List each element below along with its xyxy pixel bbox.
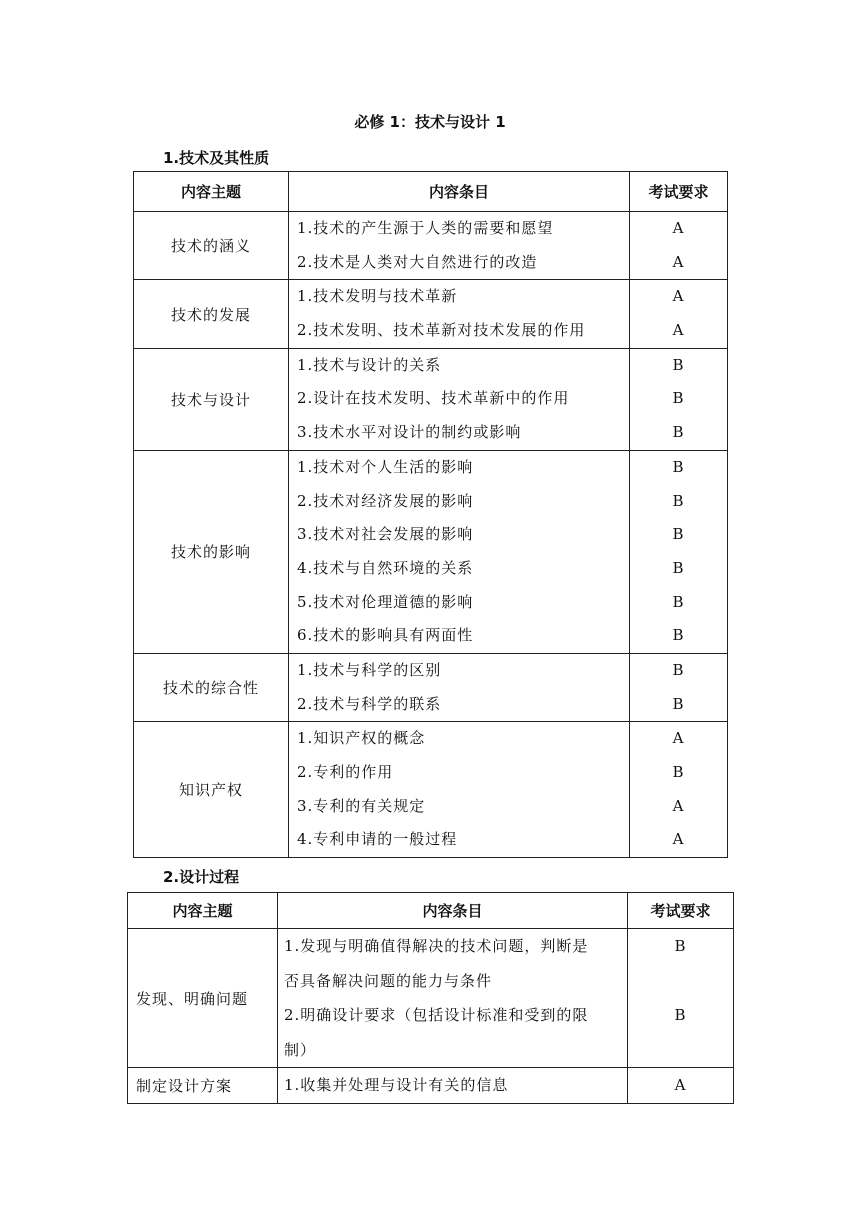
header-topic: 内容主题 bbox=[134, 172, 289, 212]
requirement-level: B bbox=[672, 558, 685, 577]
row-topic: 技术的综合性 bbox=[134, 653, 289, 721]
requirement-level: B bbox=[672, 457, 685, 476]
row-items bbox=[278, 1068, 628, 1104]
row-requirements bbox=[630, 280, 728, 348]
requirement-level: A bbox=[672, 796, 685, 815]
content-item: 3.技术对社会发展的影响 bbox=[297, 525, 474, 544]
requirement-level: A bbox=[672, 252, 685, 271]
row-topic: 制定设计方案 bbox=[128, 1068, 278, 1104]
content-item: 1.发现与明确值得解决的技术问题，判断是 bbox=[284, 937, 589, 955]
table-row bbox=[128, 929, 734, 1068]
content-item: 1.技术与设计的关系 bbox=[297, 355, 442, 374]
requirement-level: B bbox=[672, 525, 685, 544]
table-row bbox=[134, 348, 728, 450]
row-items bbox=[289, 722, 630, 858]
content-item: 1.知识产权的概念 bbox=[297, 729, 426, 748]
content-item: 1.技术对个人生活的影响 bbox=[297, 457, 474, 476]
header-requirement: 考试要求 bbox=[628, 893, 734, 929]
requirement-level: B bbox=[674, 937, 687, 955]
row-items bbox=[278, 929, 628, 1068]
properties-table bbox=[133, 171, 728, 858]
row-topic: 技术与设计 bbox=[134, 348, 289, 450]
requirement-level: B bbox=[674, 1006, 687, 1024]
table-row bbox=[134, 212, 728, 280]
content-item: 4.技术与自然环境的关系 bbox=[297, 558, 474, 577]
content-item: 2.技术与科学的联系 bbox=[297, 694, 442, 713]
table-row bbox=[134, 653, 728, 721]
table-header-row bbox=[128, 893, 734, 929]
requirement-level: A bbox=[672, 321, 685, 340]
header-topic: 内容主题 bbox=[128, 893, 278, 929]
table-row bbox=[134, 280, 728, 348]
content-item: 2.设计在技术发明、技术革新中的作用 bbox=[297, 389, 570, 408]
row-topic: 技术的发展 bbox=[134, 280, 289, 348]
table-header-row bbox=[134, 172, 728, 212]
row-topic: 技术的影响 bbox=[134, 450, 289, 653]
requirement-level bbox=[628, 1033, 733, 1068]
requirement-level: A bbox=[672, 729, 685, 748]
content-item: 否具备解决问题的能力与条件 bbox=[284, 971, 493, 990]
header-requirement: 考试要求 bbox=[630, 172, 728, 212]
row-requirements bbox=[630, 450, 728, 653]
section-heading: 2.设计过程 bbox=[163, 868, 240, 886]
content-item: 5.技术对伦理道德的影响 bbox=[297, 592, 474, 611]
requirement-level: B bbox=[672, 763, 685, 781]
table-row bbox=[134, 722, 728, 858]
row-requirements bbox=[630, 348, 728, 450]
requirement-level: B bbox=[672, 660, 685, 679]
requirement-level: B bbox=[672, 355, 685, 374]
row-items bbox=[289, 450, 630, 653]
row-items bbox=[289, 348, 630, 450]
row-topic: 技术的涵义 bbox=[134, 212, 289, 280]
requirement-level: A bbox=[672, 287, 685, 306]
design-process-table bbox=[127, 892, 734, 1104]
header-items: 内容条目 bbox=[278, 893, 628, 929]
content-item: 3.专利的有关规定 bbox=[297, 796, 426, 815]
content-item: 2.技术是人类对大自然进行的改造 bbox=[297, 252, 538, 271]
section-heading: 1.技术及其性质 bbox=[163, 149, 270, 167]
row-requirements bbox=[630, 212, 728, 280]
requirement-level: B bbox=[672, 592, 685, 611]
content-item: 制） bbox=[284, 1040, 317, 1059]
requirement-level: B bbox=[672, 491, 685, 510]
requirement-level: B bbox=[672, 389, 685, 408]
requirement-level bbox=[628, 964, 733, 999]
content-item: 2.专利的作用 bbox=[297, 763, 394, 781]
content-item: 1.技术的产生源于人类的需要和愿望 bbox=[297, 219, 554, 237]
row-requirements bbox=[630, 722, 728, 858]
row-requirements bbox=[630, 653, 728, 721]
content-item: 2.技术发明、技术革新对技术发展的作用 bbox=[297, 321, 586, 340]
content-item: 6.技术的影响具有两面性 bbox=[297, 626, 474, 645]
requirement-level: B bbox=[672, 423, 685, 442]
page-title: 必修 1：技术与设计 1 bbox=[354, 113, 506, 131]
row-items bbox=[289, 280, 630, 348]
requirement-level: A bbox=[674, 1076, 687, 1094]
requirement-level: B bbox=[672, 694, 685, 713]
requirement-level: A bbox=[672, 219, 685, 237]
requirement-level: A bbox=[672, 830, 685, 849]
row-items bbox=[289, 653, 630, 721]
requirement-level: B bbox=[672, 626, 685, 645]
table-row bbox=[128, 1068, 734, 1104]
content-item: 2.明确设计要求（包括设计标准和受到的限 bbox=[284, 1006, 589, 1024]
table-row bbox=[134, 450, 728, 653]
content-item: 1.技术与科学的区别 bbox=[297, 660, 442, 679]
header-items: 内容条目 bbox=[289, 172, 630, 212]
row-items bbox=[289, 212, 630, 280]
content-item: 1.收集并处理与设计有关的信息 bbox=[284, 1076, 509, 1094]
row-requirements bbox=[628, 929, 734, 1068]
content-item: 4.专利申请的一般过程 bbox=[297, 830, 458, 849]
row-topic: 知识产权 bbox=[134, 722, 289, 858]
row-requirements bbox=[628, 1068, 734, 1104]
row-topic: 发现、明确问题 bbox=[128, 929, 278, 1068]
content-item: 2.技术对经济发展的影响 bbox=[297, 491, 474, 510]
content-item: 1.技术发明与技术革新 bbox=[297, 287, 458, 306]
content-item: 3.技术水平对设计的制约或影响 bbox=[297, 423, 522, 442]
